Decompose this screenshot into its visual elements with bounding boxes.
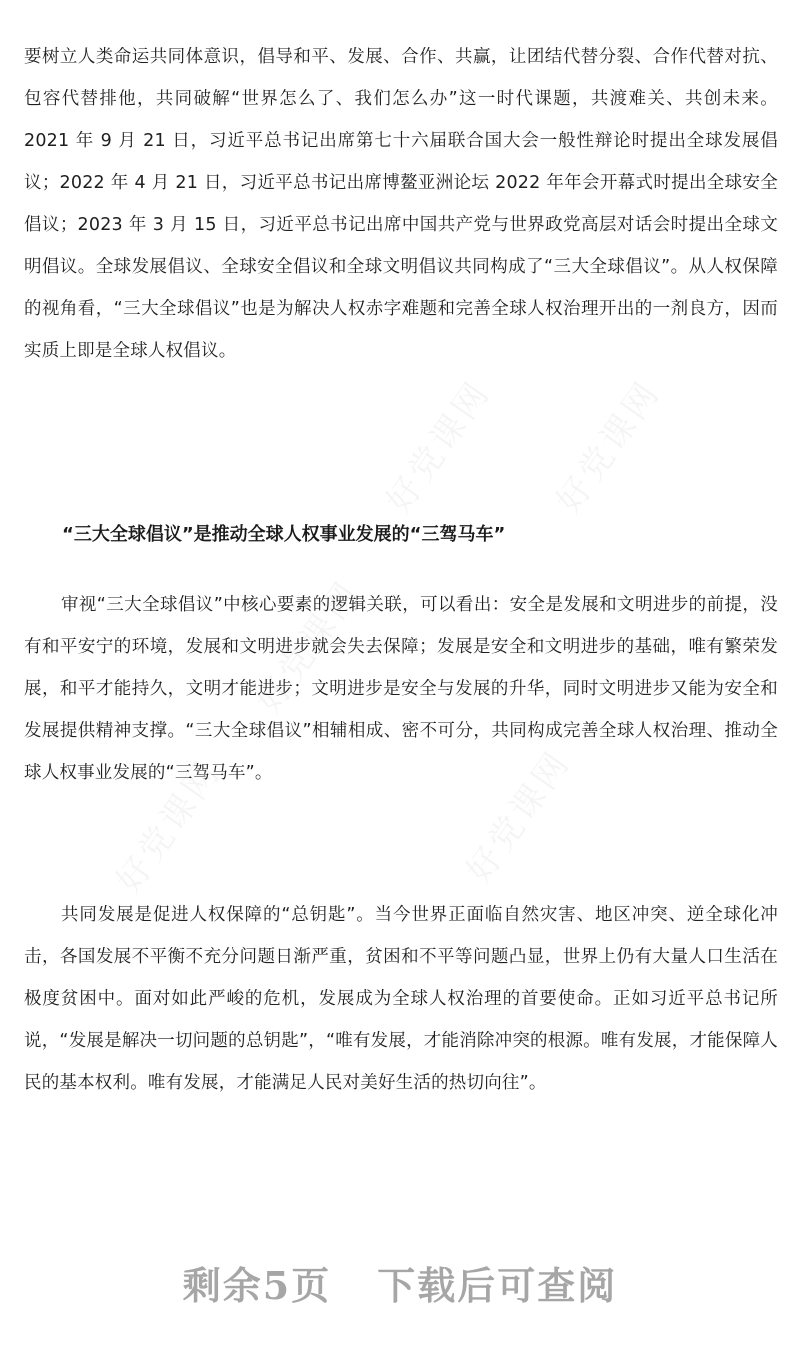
watermark [372, 368, 499, 521]
body-paragraph-2: 审视“三大全球倡议”中核心要素的逻辑关联，可以看出：安全是发展和文明进步的前提，没有和平安宁的环境，发展和文明进步就会失去保障；发展是安全和文明进步的基础，唯有繁荣发展，和平才能持久，文明才能进步；文明进步是安全与发展的升华，同时文明进步又能为安全和发展提供精神支撑。“三大全球倡议”相辅相成、密不可分，共同构成完善全球人权治理、推动全球人权事业发展的“三驾马车”。 [24, 595, 778, 783]
watermark [542, 368, 669, 521]
download-prompt-banner[interactable] [0, 1255, 800, 1310]
section-heading: “三大全球倡议”是推动全球人权事业发展的“三驾马车” [62, 524, 506, 545]
remaining-pages-label: 剩余5页 [182, 1263, 332, 1308]
body-paragraph-1: 要树立人类命运共同体意识，倡导和平、发展、合作、共赢，让团结代替分裂、合作代替对抗、包容代替排他，共同破解“世界怎么了、我们怎么办”这一时代课题，共渡难关、共创未来。2021 年 9 月 21 日，习近平总书记出席第七十六届联合国大会一般性辩论时提出全球发展倡议；2022 年 4 月 21 日，习近平总书记出席博鳌亚洲论坛 2022 年年会开幕式时提出全球安全倡议；2023 年 3 月 15 日，习近平总书记出席中国共产党与世界政党高层对话会时提出全球文明倡议。全球发展倡议、全球安全倡议和全球文明倡议共同构成了“三大全球倡议”。从人权保障的视角看，“三大全球倡议”也是为解决人权赤字难题和完善全球人权治理开出的一剂良方，因而实质上即是全球人权倡议。 [24, 47, 778, 361]
body-paragraph-3: 共同发展是促进人权保障的“总钥匙”。当今世界正面临自然灾害、地区冲突、逆全球化冲击，各国发展不平衡不充分问题日渐严重，贫困和不平等问题凸显，世界上仍有大量人口生活在极度贫困中。面对如此严峻的危机，发展成为全球人权治理的首要使命。正如习近平总书记所说，“发展是解决一切问题的总钥匙”，“唯有发展，才能消除冲突的根源。唯有发展，才能保障人民的基本权利。唯有发展，才能满足人民对美好生活的热切向往”。 [24, 905, 778, 1093]
download-to-view-label: 下载后可查阅 [377, 1263, 618, 1308]
